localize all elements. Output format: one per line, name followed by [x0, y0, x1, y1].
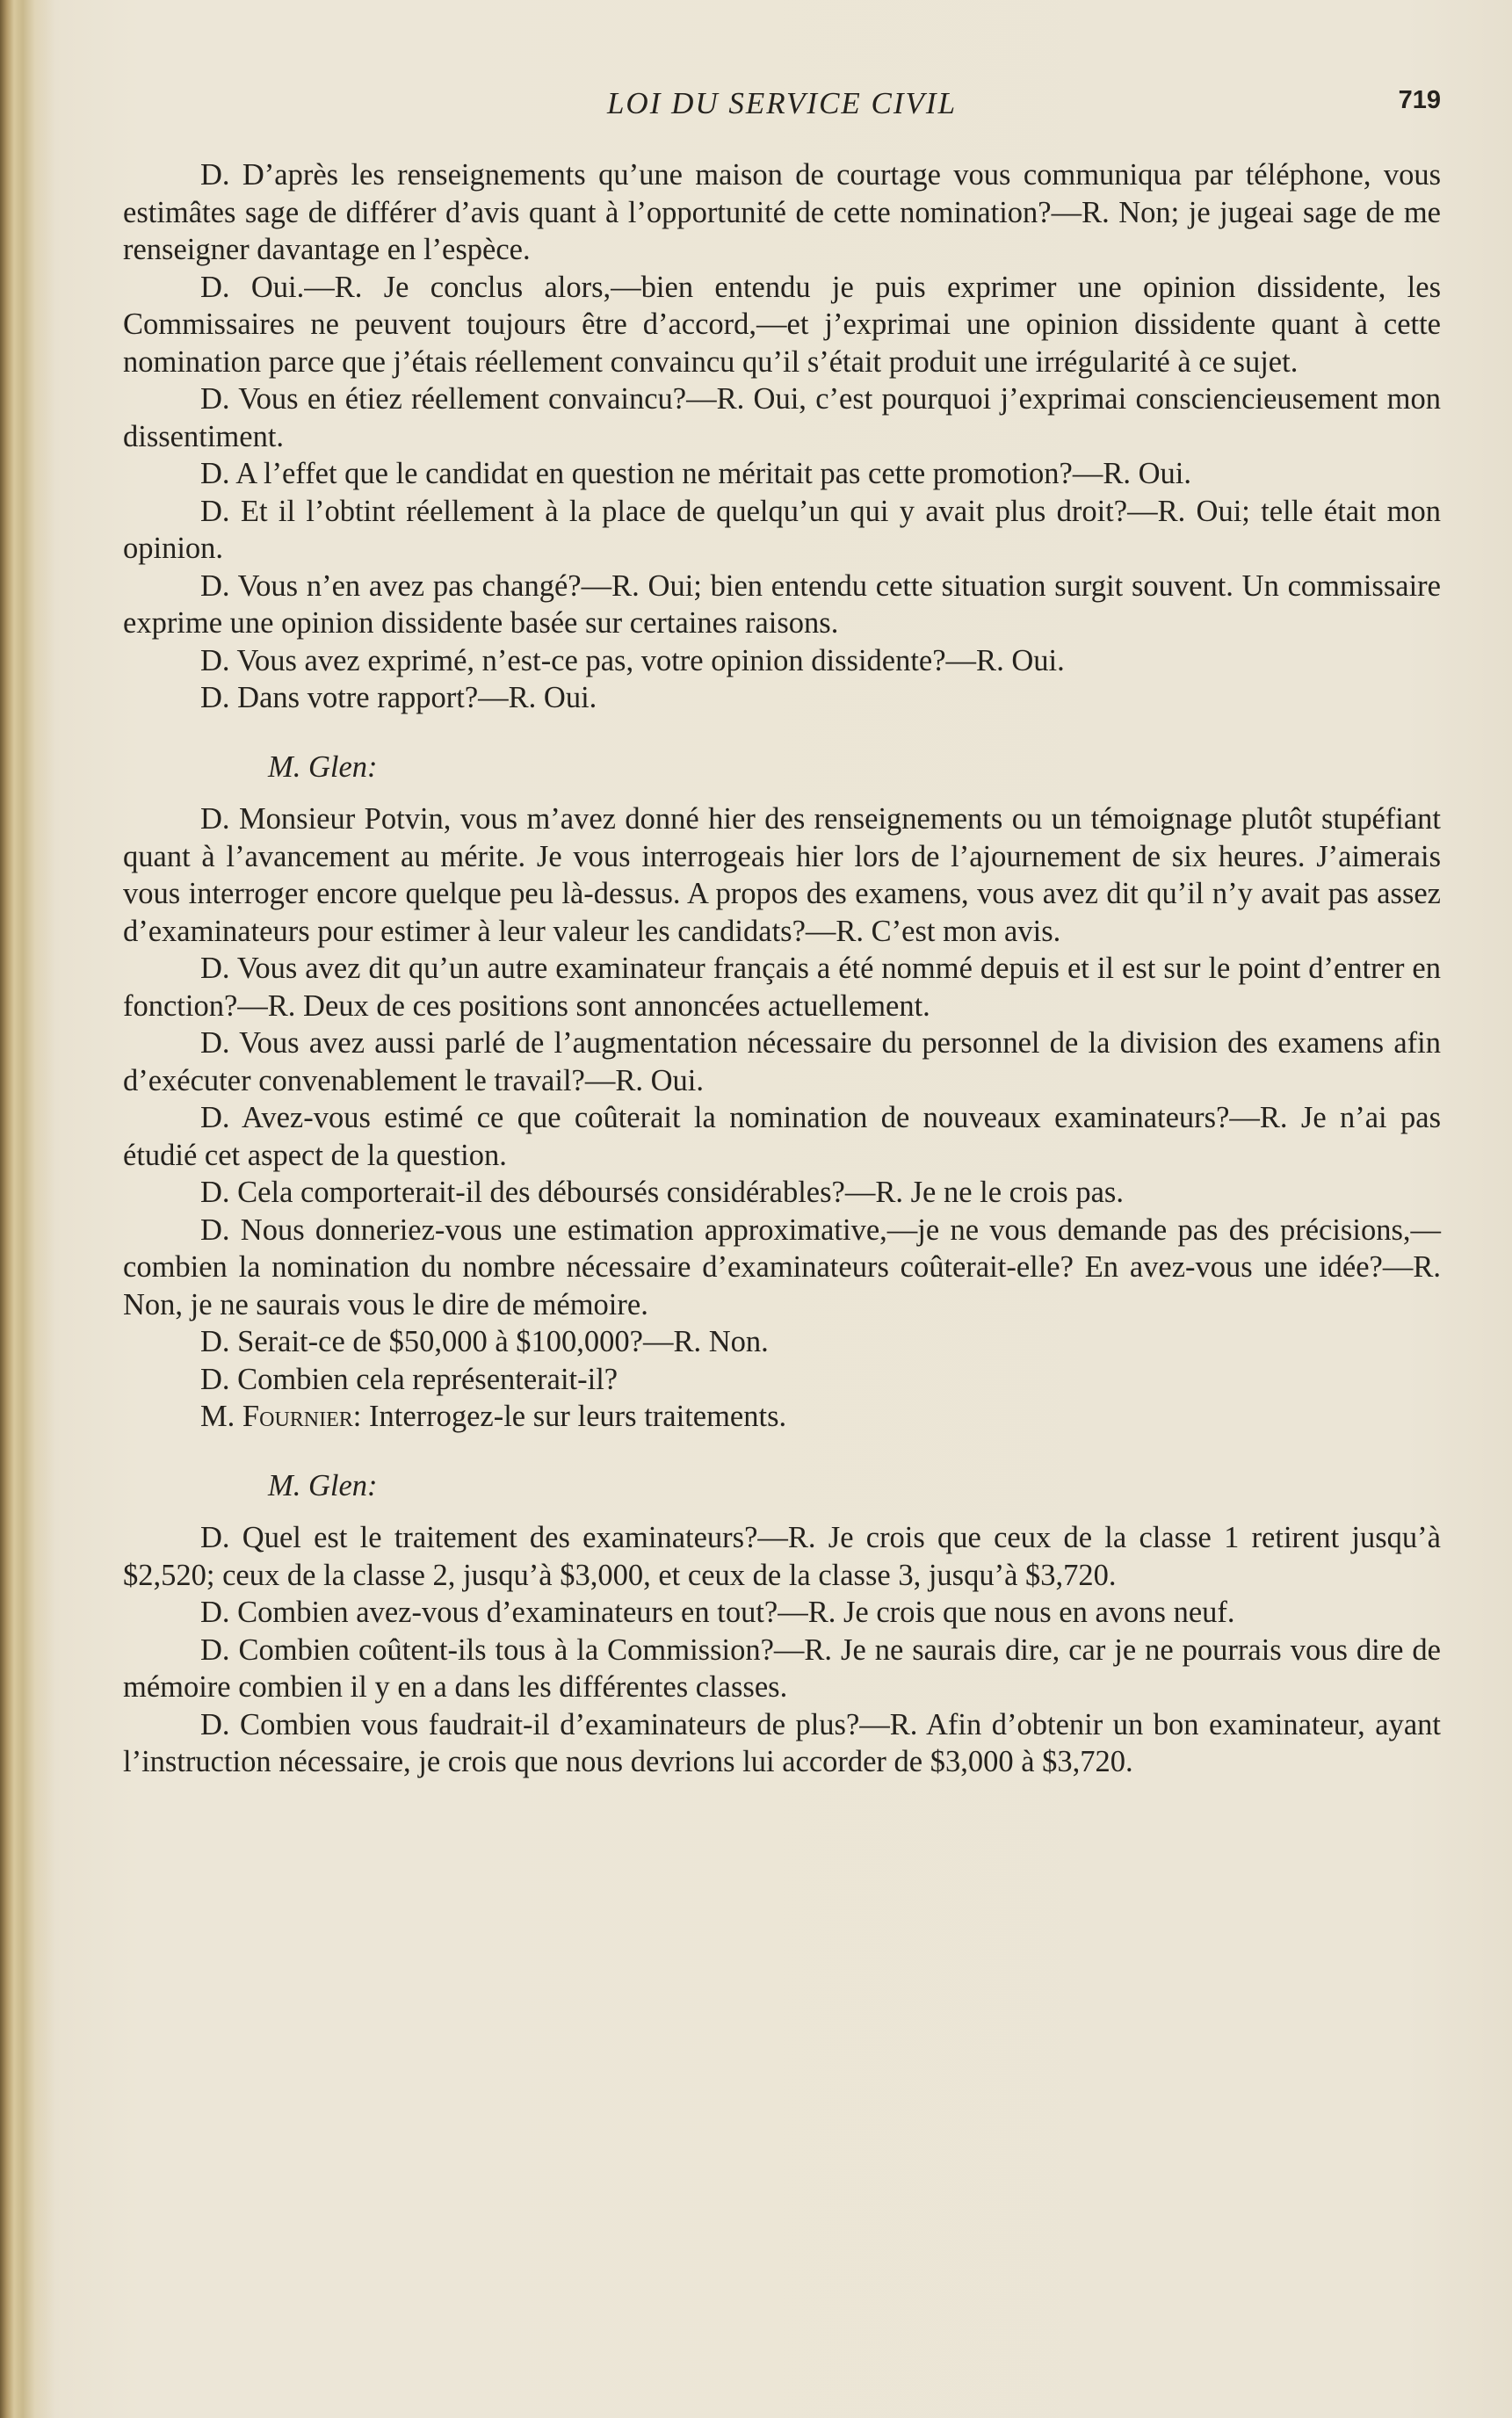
- paragraph: D. Avez-vous estimé ce que coûterait la nomination de nouveaux examinateurs?—R. Je n’ai pas étudié cet aspect de la question.: [123, 1101, 1441, 1172]
- paragraph: D. Combien avez-vous d’examinateurs en tout?—R. Je crois que nous en avons neuf.: [200, 1596, 1235, 1629]
- speaker-heading: M. Glen:: [268, 749, 378, 784]
- paragraph: D. A l’effet que le candidat en question ne méritait pas cette promotion?—R. Oui.: [200, 457, 1191, 490]
- page-number: 719: [1398, 86, 1441, 114]
- paragraph: D. Quel est le traitement des examinateurs?—R. Je crois que ceux de la classe 1 retirent jusqu’à $2,520; ceux de la classe 2, jusqu’à $3,000, et ceux de la classe 3, jusqu’à $3,720.: [123, 1521, 1441, 1592]
- paragraph: D. Serait-ce de $50,000 à $100,000?—R. Non.: [200, 1325, 769, 1358]
- paragraph: D. Et il l’obtint réellement à la place de quelqu’un qui y avait plus droit?—R. Oui; telle était mon opinion.: [123, 494, 1441, 565]
- paragraph: D. Cela comporterait-il des déboursés considérables?—R. Je ne le crois pas.: [200, 1176, 1124, 1209]
- paragraph: D. Vous n’en avez pas changé?—R. Oui; bien entendu cette situation surgit souvent. Un commissaire exprime une opinion dissidente basée sur certaines raisons.: [123, 568, 1441, 640]
- paragraph: D. Vous avez aussi parlé de l’augmentation nécessaire du personnel de la division des examens afin d’exécuter convenablement le travail?—R. Oui.: [123, 1026, 1441, 1097]
- paragraph: D. Oui.—R. Je conclus alors,—bien entendu je puis exprimer une opinion dissidente, les Commissaires ne peuvent toujours être d’accord,—et j’exprimai une opinion dissidente quant à cette nomination parce que j’étais réellement convaincu qu’il s’était produit une irrégularité à ce sujet.: [123, 270, 1441, 379]
- speaker-name: M. Fournier: [200, 1400, 353, 1433]
- speaker-heading: M. Glen:: [268, 1468, 378, 1502]
- body-text: [123, 156, 1441, 1781]
- speaker-remark: : Interrogez-le sur leurs traitements.: [352, 1400, 787, 1433]
- paragraph: D. Combien vous faudrait-il d’examinateurs de plus?—R. Afin d’obtenir un bon examinateur, ayant l’instruction nécessaire, je crois que nous devrions lui accorder de $3,000 à $3,720.: [123, 1707, 1441, 1778]
- paragraph: D. Vous en étiez réellement convaincu?—R. Oui, c’est pourquoi j’exprimai consciencieusement mon dissentiment.: [123, 382, 1441, 453]
- book-binding-edge: [0, 0, 54, 2418]
- running-title: LOI DU SERVICE CIVIL: [606, 86, 958, 120]
- page-header: [123, 86, 1441, 132]
- paragraph: D. Combien cela représenterait-il?: [200, 1362, 619, 1396]
- paragraph: D. Dans votre rapport?—R. Oui.: [200, 681, 597, 714]
- paragraph: D. Monsieur Potvin, vous m’avez donné hier des renseignements ou un témoignage plutôt stupéfiant quant à l’avancement au mérite. Je vous interrogeais hier lors de l’ajournement de six heures. J’aimerais vous interroger encore quelque peu là-dessus. A propos des examens, vous avez dit qu’il n’y avait pas assez d’examinateurs pour estimer à leur valeur les candidats?—R. C’est mon avis.: [123, 802, 1441, 948]
- paragraph: D. D’après les renseignements qu’une maison de courtage vous communiqua par téléphone, vous estimâtes sage de différer d’avis quant à l’opportunité de cette nomination?—R. Non; je jugeai sage de me renseigner davantage en l’espèce.: [123, 158, 1441, 266]
- paragraph: D. Combien coûtent-ils tous à la Commission?—R. Je ne saurais dire, car je ne pourrais vous dire de mémoire combien il y en a dans les différentes classes.: [123, 1633, 1441, 1704]
- paragraph: D. Vous avez exprimé, n’est-ce pas, votre opinion dissidente?—R. Oui.: [200, 643, 1065, 677]
- speaker-paragraph: [123, 1398, 1441, 1436]
- paragraph: D. Vous avez dit qu’un autre examinateur français a été nommé depuis et il est sur le point d’entrer en fonction?—R. Deux de ces positions sont annoncées actuellement.: [123, 952, 1441, 1023]
- paragraph: D. Nous donneriez-vous une estimation approximative,—je ne vous demande pas des précisions,—combien la nomination du nombre nécessaire d’examinateurs coûterait-elle? En avez-vous une idée?—R. Non, je ne saurais vous le dire de mémoire.: [123, 1213, 1441, 1321]
